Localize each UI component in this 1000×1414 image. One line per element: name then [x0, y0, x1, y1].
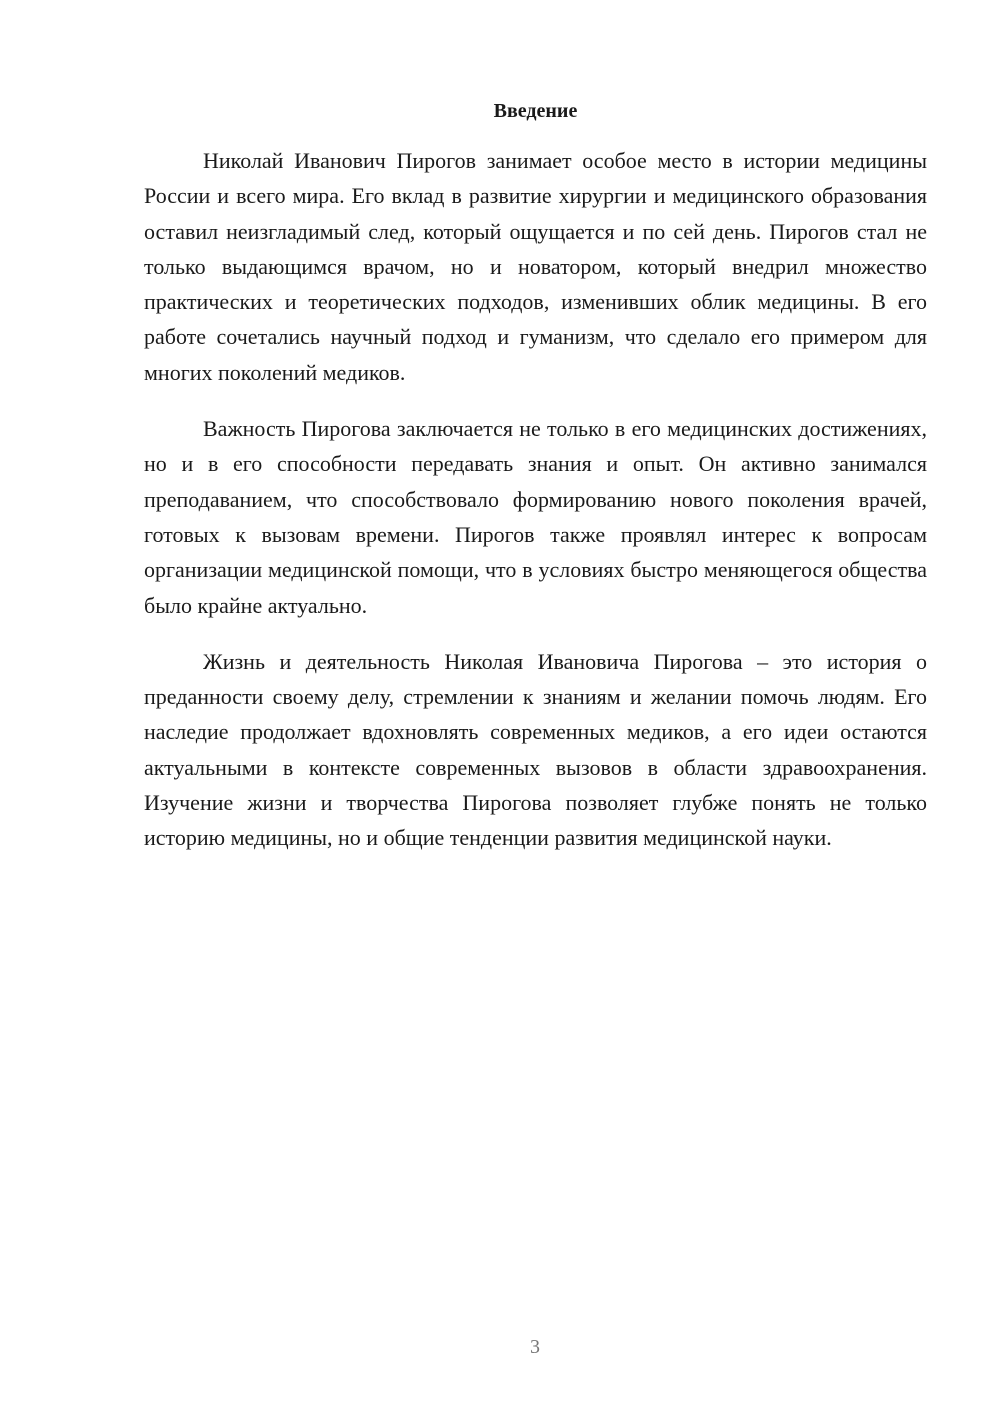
paragraph-3: Жизнь и деятельность Николая Ивановича Пирогова – это история о преданности своему делу, стремлении к знаниям и желании помочь людям. Его наследие продолжает вдохновлять современных медиков, а его идеи остаются актуальными в контексте современных вызовов в области здравоохранения. Изучение жизни и творчества Пирогова позволяет глубже понять не только историю медицины, но и общие тенденции развития медицинской науки.	[144, 648, 927, 851]
page-number: 3	[530, 1336, 540, 1358]
body-text	[144, 143, 927, 877]
paragraph-2: Важность Пирогова заключается не только в его медицинских достижениях, но и в его способности передавать знания и опыт. Он активно занимался преподаванием, что способствовало формированию нового поколения врачей, готовых к вызовам времени. Пирогов также проявлял интерес к вопросам организации медицинской помощи, что в условиях быстро меняющегося общества было крайне актуально.	[144, 416, 927, 618]
section-heading: Введение	[493, 100, 578, 122]
paragraph-1: Николай Иванович Пирогов занимает особое место в истории медицины России и всего мира. Его вклад в развитие хирургии и медицинского образования оставил неизгладимый след, который ощущается и по сей день. Пирогов стал не только выдающимся врачом, но и новатором, который внедрил множество практических и теоретических подходов, изменивших облик медицины. В его работе сочетались научный подход и гуманизм, что сделало его примером для многих поколений медиков.	[144, 148, 927, 385]
